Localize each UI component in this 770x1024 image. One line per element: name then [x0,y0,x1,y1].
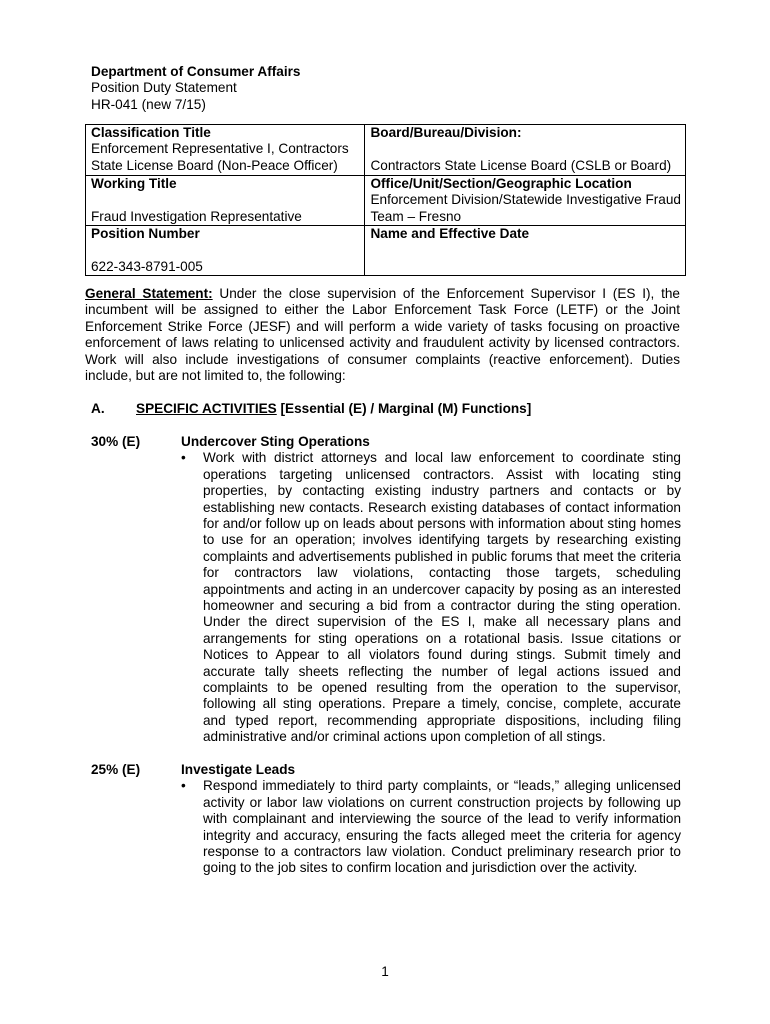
document-header [91,64,691,113]
name-date-cell [365,226,686,276]
office-cell [365,176,686,226]
position-number-label: Position Number [91,226,200,242]
general-statement-label: General Statement: [85,286,213,301]
position-number-cell [86,226,365,276]
classification-value-line2: State License Board (Non-Peace Officer) [91,157,338,173]
position-number-value: 622-343-8791-005 [91,259,203,275]
department-name: Department of Consumer Affairs [91,64,301,79]
board-label: Board/Bureau/Division: [370,125,522,140]
board-cell [365,125,686,176]
document-title: Position Duty Statement [91,80,237,96]
general-statement-text: Under the close supervision of the Enforcement Supervisor I (ES I), the incumbent will be assigned to either the Labor Enforcement Task Force (LETF) or the Joint Enforcement Strike Force (JESF) and will perform a wide variety of tasks focusing on proactive enforcement of laws relating to unlicensed activity and fraudulent activity by licensed contractors. Work will also include investigations of consumer complaints (reactive enforcement). Duties include, but are not limited to, the following: [85,286,680,384]
office-value-line1: Enforcement Division/Statewide Investigative Fraud [370,192,681,208]
activity-percent: 25% (E) [91,762,141,777]
classification-cell [86,125,365,176]
office-value-line2: Team – Fresno [370,208,462,224]
working-title-value: Fraud Investigation Representative [91,208,302,224]
section-title: SPECIFIC ACTIVITIES [136,401,277,416]
bullet-icon: • [181,450,186,466]
form-code: HR-041 (new 7/15) [91,96,206,112]
bullet-icon: • [181,778,186,794]
working-title-cell [86,176,365,226]
section-letter: A. [91,401,105,416]
name-date-label: Name and Effective Date [370,226,530,242]
activity-heading: Undercover Sting Operations [181,434,370,449]
classification-label: Classification Title [91,125,211,140]
activity-percent: 30% (E) [91,434,141,449]
page-number: 1 [381,964,389,979]
position-info-table [85,124,686,276]
working-title-label: Working Title [91,176,177,191]
activity-description: Work with district attorneys and local law enforcement to coordinate sting operations targeting unlicensed contractors. Assist with locating sting properties, by contacting existing industry partners and contacts or by establishing new contacts. Research existing databases of contact information for and/or follow up on leads about persons with information about sting homes to use for an operation; involves identifying targets by researching existing complaints and advertisements published in public forums that meet the criteria for contractors law violations, contacting those targets, scheduling appointments and acting in an undercover capacity by posing as an interested homeowner and securing a bid from a contractor during the sting operation. Under the direct supervision of the ES I, make all necessary plans and arrangements for sting operations on a rotational basis. Issue citations or Notices to Appear to all violators found during stings. Submit timely and accurate tally sheets reflecting the number of legal actions issued and complaints to be opened resulting from the operation to the supervisor, following all sting operations. Prepare a timely, concise, complete, accurate and typed report, recommending appropriate dispositions, including filing administrative and/or criminal actions upon completion of all stings. [203,450,681,745]
office-label: Office/Unit/Section/Geographic Location [370,176,632,191]
classification-value-line1: Enforcement Representative I, Contractors [91,141,349,157]
section-a-heading [91,401,691,417]
section-subtitle: [Essential (E) / Marginal (M) Functions] [276,401,532,416]
activity-heading: Investigate Leads [181,762,296,777]
activity-description: Respond immediately to third party complaints, or “leads,” alleging unlicensed activity or labor law violations on current construction projects by following up with complainant and interviewing the source of the lead to verify information integrity and accuracy, ensuring the facts alleged meet the criteria for agency response to a contractors law violation. Conduct preliminary research prior to going to the job sites to confirm location and jurisdiction over the activity. [203,778,681,876]
board-value: Contractors State License Board (CSLB or Board) [370,157,672,173]
general-statement [85,286,680,384]
